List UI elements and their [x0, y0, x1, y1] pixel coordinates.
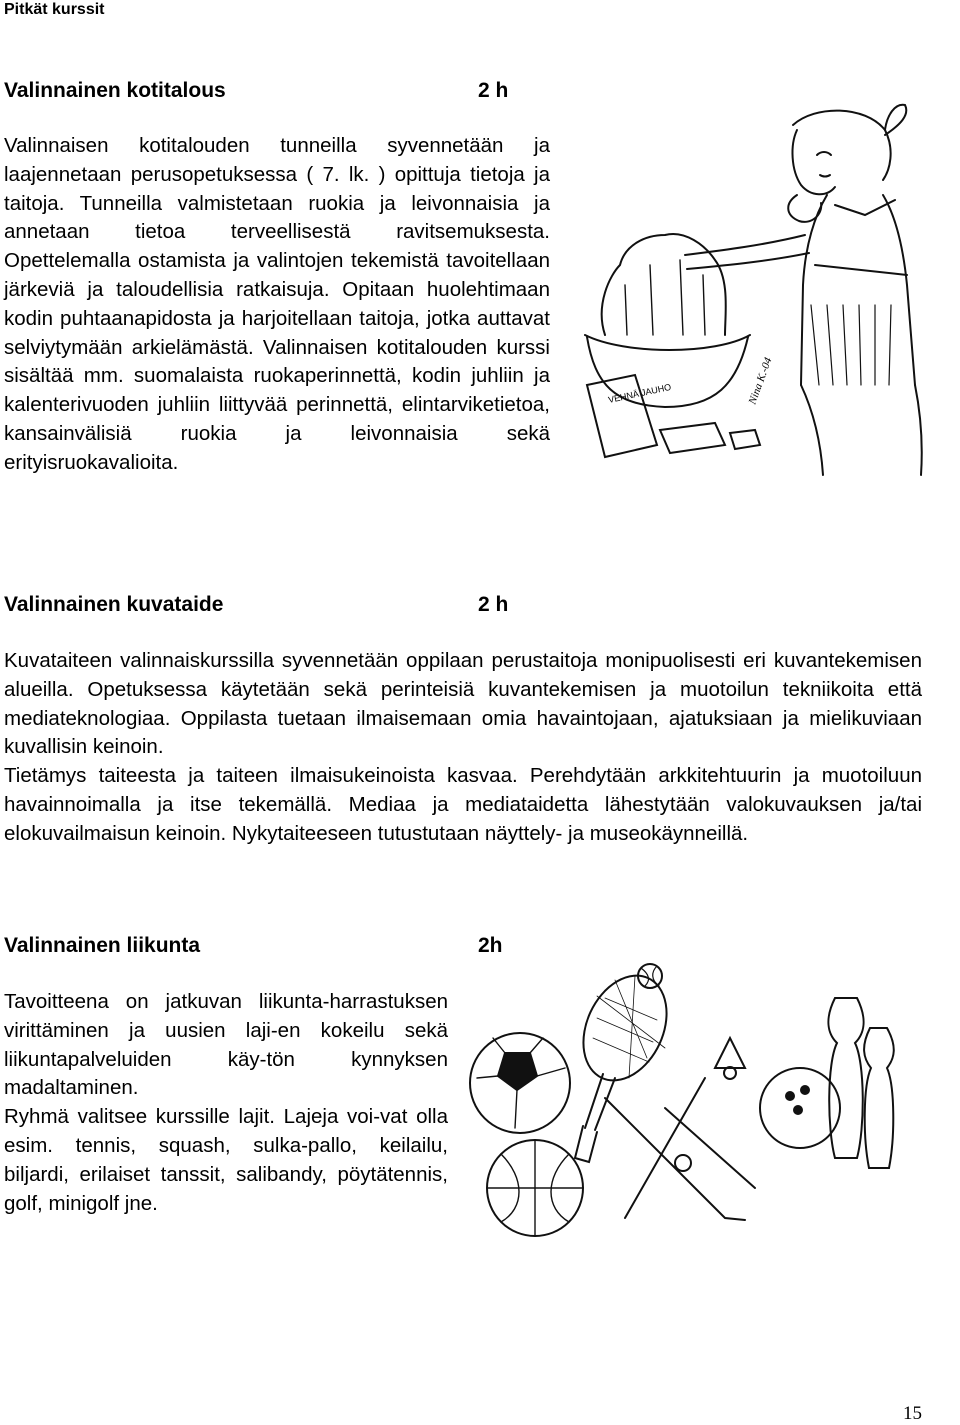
paragraph: Kuvataiteen valinnaiskurssilla syvennetään oppilaan perustaitoja monipuolisesti eri kuvantekemisen alueilla. Opetuksessa käytetään sekä perinteisiä kuvantekemisen ja muotoilun tekniikoita että mediateknologiaa. Oppilasta tuetaan ilmaisemaan omia havaintojaan, ajatuksiaan ja mielikuviaan kuvallisin keinoin. — [4, 649, 922, 759]
paragraph: Tietämys taiteesta ja taiteen ilmaisukeinoista kasvaa. Perehdytään arkkitehtuurin ja muotoiluun havainnoimalla ja itse tekemällä. Mediaa ja mediataidetta lähestytään valokuvauksen ja/tai elokuvailmaisun keinoin. Nykytaiteeseen tutustutaan näyttely- ja museokäynneillä. — [4, 764, 922, 845]
section-title-kotitalous: Valinnainen kotitalous — [4, 79, 226, 102]
section-body-kotitalous: Valinnaisen kotitalouden tunneilla syvennetään ja laajennetaan perusopetuksessa ( 7. lk. ) opittuja tietoja ja taitoja. Tunneilla valmistetaan ruokia ja leivonnaisia ja annetaan tietoa terveellisestä ravitsemuksesta. Opettelemalla ostamista ja valintojen tekemistä tavoitellaan järkeviä ja taloudellisia ratkaisuja. Opitaan huolehtimaan kodin puhtaanapidosta ja harjoitellaan taitoja, jotka auttavat selviytymään arkielämästä. Valinnaisen kotitalouden kurssi sisältää mm. suomalaista ruokaperinnettä, kodin juhliin ja kalenterivuoden juhliin liittyvää perinnettä, elintarviketietoa, kansainvälisiä ruokia ja leivonnaisia sekä erityisruokavalioita. — [4, 134, 550, 474]
section-hours-kuvataide: 2 h — [478, 593, 509, 616]
section-body-liikunta — [4, 988, 448, 1218]
section-hours-kotitalous: 2 h — [478, 79, 509, 102]
sports-illustration — [465, 958, 925, 1248]
running-header: Pitkät kurssit — [4, 1, 105, 18]
section-body-kuvataide — [4, 647, 922, 849]
page-number: 15 — [903, 1403, 922, 1424]
section-title-kuvataide: Valinnainen kuvataide — [4, 593, 224, 616]
section-hours-liikunta: 2h — [478, 934, 503, 957]
paragraph: Ryhmä valitsee kurssille lajit. Lajeja voi-vat olla esim. tennis, squash, sulka-pallo, keilailu, biljardi, erilaiset tanssit, salibandy, pöytätennis, golf, minigolf jne. — [4, 1105, 448, 1215]
paragraph: Tavoitteena on jatkuvan liikunta-harrastuksen virittäminen ja uusien laji-en kokeilu sekä liikuntapalveluiden käy-tön kynnyksen madaltaminen. — [4, 990, 448, 1100]
artist-signature: Nina K.-04 — [746, 355, 775, 407]
cooking-illustration — [565, 85, 945, 535]
section-title-liikunta: Valinnainen liikunta — [4, 934, 201, 957]
flour-bag-label: VEHNÄ JAUHO — [607, 381, 673, 405]
